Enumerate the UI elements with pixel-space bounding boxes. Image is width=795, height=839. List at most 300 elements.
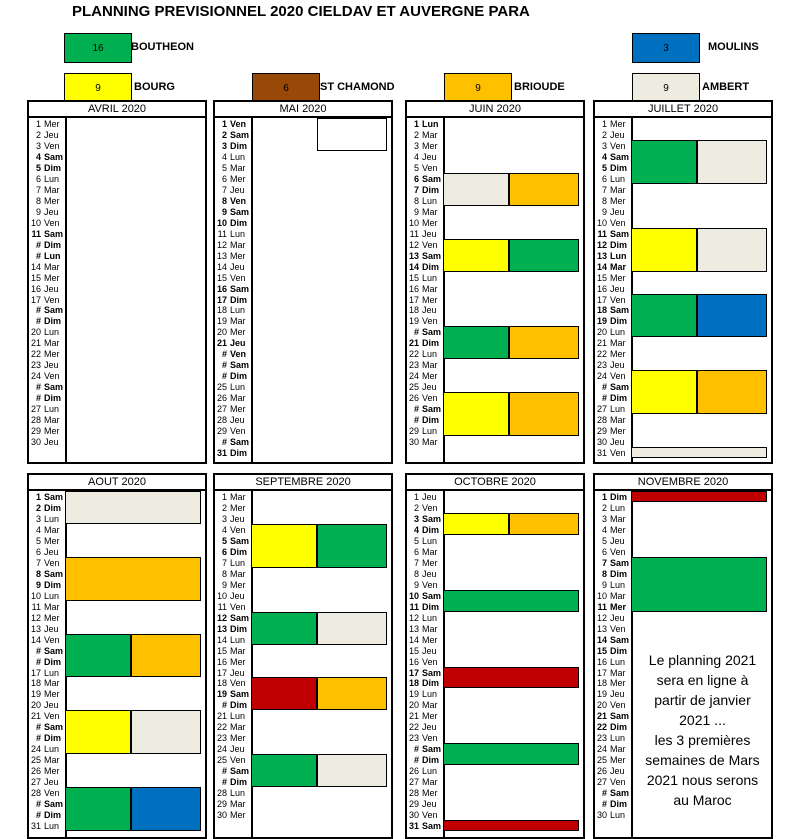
day-name: Sam bbox=[422, 821, 442, 832]
day-name: Mar bbox=[230, 393, 246, 404]
day-number: 30 bbox=[596, 810, 607, 821]
day-number: 9 bbox=[413, 206, 419, 217]
day-number: 5 bbox=[601, 162, 607, 173]
day-number: 5 bbox=[413, 535, 419, 546]
day-name: Mar bbox=[44, 678, 60, 689]
day-number: 27 bbox=[30, 404, 41, 415]
day-name: Dim bbox=[422, 261, 440, 272]
day-number: # bbox=[413, 755, 419, 766]
day-name: Jeu bbox=[422, 228, 437, 239]
day-number: 2 bbox=[413, 502, 419, 513]
day-number: # bbox=[413, 744, 419, 755]
day-number: 4 bbox=[35, 524, 41, 535]
day-number: 8 bbox=[35, 568, 41, 579]
day-number: 3 bbox=[35, 140, 41, 151]
day-name: Ven bbox=[44, 140, 60, 151]
month-panel bbox=[593, 100, 773, 464]
day-number: 15 bbox=[408, 272, 419, 283]
note-line: Le planning 2021 bbox=[648, 652, 757, 668]
day-name: Mar bbox=[422, 283, 438, 294]
day-number: 16 bbox=[596, 283, 607, 294]
day-name: Lun bbox=[230, 151, 246, 162]
day-name: Lun bbox=[610, 404, 626, 415]
day-number: 21 bbox=[596, 338, 607, 349]
day-number: 8 bbox=[601, 195, 607, 206]
day-number: 1 bbox=[221, 492, 227, 502]
day-number: 10 bbox=[408, 217, 419, 228]
day-name: Lun bbox=[230, 305, 246, 316]
day-number: # bbox=[221, 371, 227, 382]
month-header: AOUT 2020 bbox=[29, 475, 205, 491]
day-name: Mer bbox=[422, 217, 438, 228]
day-name: Lun bbox=[44, 513, 60, 524]
note-line: semaines de Mars bbox=[645, 752, 760, 768]
month-header: AVRIL 2020 bbox=[29, 102, 205, 118]
day-number: 16 bbox=[408, 656, 419, 667]
day-number: # bbox=[35, 799, 41, 810]
day-name: Jeu bbox=[610, 206, 625, 217]
day-name: Ven bbox=[610, 777, 626, 788]
event-block bbox=[251, 677, 317, 710]
day-name: Sam bbox=[44, 305, 64, 316]
day-name: Mer bbox=[610, 426, 626, 437]
day-number: 7 bbox=[413, 557, 419, 568]
day-number: 14 bbox=[596, 261, 607, 272]
day-name: Mar bbox=[230, 162, 246, 173]
day-name: Lun bbox=[44, 173, 60, 184]
day-name: Lun bbox=[230, 557, 246, 568]
day-name: Mer bbox=[610, 119, 626, 129]
event-block bbox=[131, 787, 201, 831]
day-number: 13 bbox=[596, 250, 607, 261]
event-block bbox=[631, 557, 767, 612]
day-number: 19 bbox=[596, 316, 607, 327]
day-name: Jeu bbox=[230, 744, 245, 755]
day-number: 26 bbox=[408, 766, 419, 777]
day-name: Dim bbox=[610, 722, 628, 733]
day-name: Dim bbox=[44, 579, 62, 590]
day-number: 10 bbox=[216, 217, 227, 228]
day-name: Sam bbox=[610, 557, 630, 568]
day-number: 11 bbox=[217, 601, 227, 612]
day-number: 27 bbox=[596, 404, 607, 415]
day-name: Lun bbox=[44, 250, 61, 261]
day-number: # bbox=[413, 327, 419, 338]
day-number: 21 bbox=[216, 711, 227, 722]
day-number: 4 bbox=[601, 524, 607, 535]
day-number: 9 bbox=[35, 579, 41, 590]
day-number: 18 bbox=[596, 678, 607, 689]
day-name: Sam bbox=[610, 382, 630, 393]
event-block bbox=[251, 612, 317, 645]
event-block bbox=[65, 787, 131, 831]
day-number: 24 bbox=[596, 744, 607, 755]
day-number: 7 bbox=[221, 557, 227, 568]
day-number: 4 bbox=[413, 151, 419, 162]
day-name: Jeu bbox=[422, 305, 437, 316]
day-number: 14 bbox=[408, 634, 419, 645]
day-name: Mer bbox=[44, 349, 60, 360]
day-name: Lun bbox=[610, 502, 626, 513]
event-block bbox=[509, 326, 579, 359]
day-name: Dim bbox=[44, 316, 62, 327]
legend-ambert bbox=[632, 73, 762, 103]
day-name: Mer bbox=[230, 502, 246, 513]
day-number: 10 bbox=[30, 590, 41, 601]
day-number: 6 bbox=[35, 546, 41, 557]
day-number: 22 bbox=[216, 722, 227, 733]
day-name: Mar bbox=[44, 338, 60, 349]
event-block bbox=[509, 513, 579, 535]
day-name: Mer bbox=[422, 294, 438, 305]
day-name: Lun bbox=[422, 349, 438, 360]
day-number: 1 bbox=[601, 492, 607, 502]
day-number: 17 bbox=[216, 294, 227, 305]
day-number: 22 bbox=[596, 349, 607, 360]
day-name: Sam bbox=[44, 151, 64, 162]
day-name: Ven bbox=[422, 502, 438, 513]
day-name: Mar bbox=[230, 722, 246, 733]
day-name: Mar bbox=[610, 261, 627, 272]
day-number: 8 bbox=[413, 195, 419, 206]
day-number: 27 bbox=[596, 777, 607, 788]
day-number: 16 bbox=[216, 656, 227, 667]
day-number: 18 bbox=[408, 678, 419, 689]
day-number: 4 bbox=[221, 524, 227, 535]
event-block bbox=[631, 370, 697, 414]
legend-st-chamond bbox=[252, 73, 402, 103]
day-number: 29 bbox=[216, 799, 227, 810]
legend-swatch bbox=[444, 73, 512, 103]
day-number: 17 bbox=[216, 667, 227, 678]
day-number: 8 bbox=[221, 195, 227, 206]
day-number: 29 bbox=[30, 426, 41, 437]
legend-count: 9 bbox=[95, 82, 101, 94]
month-header: NOVEMBRE 2020 bbox=[595, 475, 771, 491]
day-name: Lun bbox=[230, 788, 246, 799]
event-block bbox=[631, 140, 697, 184]
day-name: Mar bbox=[44, 184, 60, 195]
day-name: Lun bbox=[422, 272, 438, 283]
day-name: Jeu bbox=[422, 722, 437, 733]
day-name: Mar bbox=[610, 667, 626, 678]
day-number: 16 bbox=[30, 283, 41, 294]
day-number: 18 bbox=[216, 678, 227, 689]
day-name: Jeu bbox=[230, 513, 245, 524]
day-name: Mer bbox=[422, 371, 438, 382]
day-number: 20 bbox=[408, 700, 419, 711]
day-number: 13 bbox=[216, 623, 227, 634]
day-name: Dim bbox=[230, 700, 248, 711]
day-name: Mar bbox=[422, 546, 438, 557]
event-block bbox=[251, 524, 317, 568]
day-name: Jeu bbox=[44, 546, 59, 557]
day-name: Ven bbox=[44, 788, 60, 799]
day-number: 1 bbox=[35, 119, 41, 129]
day-name: Mer bbox=[422, 634, 438, 645]
day-number: 19 bbox=[30, 689, 41, 700]
day-name: Lun bbox=[422, 426, 438, 437]
month-panel bbox=[27, 100, 207, 464]
day-name: Mer bbox=[230, 327, 246, 338]
legend-label: BRIOUDE bbox=[514, 81, 565, 93]
day-number: 3 bbox=[601, 513, 607, 524]
month-panel bbox=[213, 473, 393, 839]
event-block bbox=[697, 294, 767, 338]
day-name: Lun bbox=[610, 810, 626, 821]
day-number: 3 bbox=[35, 513, 41, 524]
day-name: Ven bbox=[230, 524, 246, 535]
day-name: Mar bbox=[422, 360, 438, 371]
day-number: 26 bbox=[596, 766, 607, 777]
day-name: Mer bbox=[44, 195, 60, 206]
legend-label: AMBERT bbox=[702, 81, 750, 93]
day-number: # bbox=[601, 382, 607, 393]
day-name: Lun bbox=[422, 119, 439, 129]
day-number: 28 bbox=[30, 788, 41, 799]
day-name: Lun bbox=[610, 250, 627, 261]
day-number: 18 bbox=[596, 305, 607, 316]
day-name: Sam bbox=[44, 799, 64, 810]
day-number: 12 bbox=[408, 239, 419, 250]
day-name: Mar bbox=[44, 261, 60, 272]
day-number: 19 bbox=[216, 689, 227, 700]
day-number: 11 bbox=[409, 228, 419, 239]
day-name: Dim bbox=[44, 393, 62, 404]
day-name: Sam bbox=[422, 513, 442, 524]
day-name: Mar bbox=[44, 524, 60, 535]
day-name: Sam bbox=[230, 437, 250, 448]
day-name: Mar bbox=[422, 700, 438, 711]
day-name: Ven bbox=[610, 546, 626, 557]
day-name: Lun bbox=[422, 535, 438, 546]
day-number: # bbox=[221, 437, 227, 448]
day-number: 20 bbox=[596, 327, 607, 338]
day-number: 29 bbox=[408, 426, 419, 437]
day-number: 7 bbox=[601, 557, 607, 568]
day-number: 22 bbox=[596, 722, 607, 733]
day-name: Lun bbox=[230, 382, 246, 393]
day-number: # bbox=[221, 777, 227, 788]
day-number: 10 bbox=[596, 217, 607, 228]
day-name: Dim bbox=[230, 217, 248, 228]
day-name: Sam bbox=[230, 535, 250, 546]
legend-moulins bbox=[632, 33, 782, 63]
legend-brioude bbox=[444, 73, 574, 103]
day-number: 21 bbox=[30, 711, 41, 722]
legend-count: 16 bbox=[92, 42, 104, 54]
day-name: Lun bbox=[610, 579, 626, 590]
day-number: 23 bbox=[596, 360, 607, 371]
day-number: 10 bbox=[408, 590, 419, 601]
day-name: Lun bbox=[610, 733, 626, 744]
day-number: 27 bbox=[30, 777, 41, 788]
day-name: Dim bbox=[610, 393, 628, 404]
day-number: 22 bbox=[30, 349, 41, 360]
day-number: 31 bbox=[408, 821, 419, 832]
event-block bbox=[509, 239, 579, 272]
day-name: Lun bbox=[422, 689, 438, 700]
day-number: 21 bbox=[596, 711, 607, 722]
day-name: Jeu bbox=[44, 623, 59, 634]
day-number: # bbox=[35, 645, 41, 656]
day-name: Mar bbox=[230, 645, 246, 656]
day-name: Jeu bbox=[422, 645, 437, 656]
day-number: 14 bbox=[216, 261, 227, 272]
day-name: Mer bbox=[422, 557, 438, 568]
day-number: 9 bbox=[221, 579, 227, 590]
day-number: 7 bbox=[221, 184, 227, 195]
day-number: 12 bbox=[30, 612, 41, 623]
day-name: Mar bbox=[422, 437, 438, 448]
day-name: Jeu bbox=[422, 492, 437, 502]
day-number: 7 bbox=[35, 557, 41, 568]
day-number: 8 bbox=[413, 568, 419, 579]
day-name: Sam bbox=[44, 645, 64, 656]
day-number: 29 bbox=[408, 799, 419, 810]
day-number: 9 bbox=[601, 579, 607, 590]
day-name: Jeu bbox=[610, 535, 625, 546]
day-name: Mer bbox=[610, 755, 626, 766]
day-number: 4 bbox=[35, 151, 41, 162]
day-number: 6 bbox=[35, 173, 41, 184]
day-number: 12 bbox=[596, 239, 607, 250]
event-block bbox=[697, 370, 767, 414]
event-block bbox=[317, 612, 387, 645]
day-number: 18 bbox=[30, 678, 41, 689]
day-number: 13 bbox=[596, 623, 607, 634]
day-number: # bbox=[35, 250, 41, 261]
day-number: 2 bbox=[35, 129, 41, 140]
day-number: 13 bbox=[30, 623, 41, 634]
day-number: 10 bbox=[30, 217, 41, 228]
month-header: JUILLET 2020 bbox=[595, 102, 771, 118]
day-name: Dim bbox=[44, 162, 62, 173]
day-number: 27 bbox=[216, 404, 227, 415]
day-number: 28 bbox=[30, 415, 41, 426]
legend-count: 9 bbox=[663, 82, 669, 94]
day-number: 21 bbox=[216, 338, 227, 349]
day-name: Lun bbox=[44, 821, 60, 832]
day-name: Dim bbox=[230, 777, 248, 788]
day-name: Mer bbox=[230, 404, 246, 415]
legend-label: MOULINS bbox=[708, 41, 759, 53]
day-name: Sam bbox=[422, 744, 442, 755]
day-name: Dim bbox=[230, 623, 248, 634]
day-name: Ven bbox=[230, 426, 246, 437]
day-name: Mer bbox=[230, 173, 246, 184]
day-number: 12 bbox=[596, 612, 607, 623]
day-number: 15 bbox=[216, 272, 227, 283]
day-name: Sam bbox=[230, 206, 250, 217]
day-number: 17 bbox=[408, 294, 419, 305]
day-name: Dim bbox=[422, 338, 440, 349]
day-name: Mar bbox=[230, 568, 246, 579]
day-name: Lun bbox=[230, 228, 246, 239]
event-block bbox=[697, 228, 767, 272]
day-name: Sam bbox=[422, 250, 442, 261]
day-number: 27 bbox=[408, 777, 419, 788]
day-name: Mer bbox=[230, 579, 246, 590]
event-block bbox=[317, 677, 387, 710]
day-name: Jeu bbox=[610, 360, 625, 371]
event-block bbox=[443, 173, 509, 206]
day-number: 29 bbox=[216, 426, 227, 437]
day-name: Mar bbox=[610, 184, 626, 195]
event-block bbox=[443, 239, 509, 272]
day-name: Ven bbox=[44, 711, 60, 722]
day-name: Lun bbox=[422, 612, 438, 623]
day-number: 7 bbox=[601, 184, 607, 195]
day-number: # bbox=[601, 788, 607, 799]
day-number: # bbox=[413, 404, 419, 415]
day-number: # bbox=[221, 766, 227, 777]
note-line: partir de janvier bbox=[654, 692, 751, 708]
day-name: Dim bbox=[422, 524, 440, 535]
day-name: Sam bbox=[44, 228, 64, 239]
legend-swatch bbox=[252, 73, 320, 103]
day-name: Mar bbox=[422, 129, 438, 140]
day-number: 31 bbox=[216, 448, 227, 459]
day-name: Ven bbox=[230, 601, 246, 612]
day-name: Sam bbox=[422, 590, 442, 601]
day-number: 5 bbox=[601, 535, 607, 546]
event-block bbox=[443, 590, 579, 612]
day-number: 24 bbox=[30, 744, 41, 755]
day-number: 13 bbox=[408, 250, 419, 261]
event-block bbox=[509, 173, 579, 206]
day-number: 2 bbox=[601, 502, 607, 513]
day-number: 28 bbox=[596, 415, 607, 426]
day-name: Mer bbox=[230, 250, 246, 261]
day-name: Mer bbox=[422, 140, 438, 151]
day-number: 12 bbox=[408, 612, 419, 623]
day-name: Sam bbox=[610, 788, 630, 799]
day-name: Sam bbox=[44, 492, 64, 502]
day-name: Sam bbox=[230, 283, 250, 294]
day-name: Mer bbox=[230, 656, 246, 667]
event-block bbox=[65, 491, 201, 524]
day-name: Lun bbox=[44, 590, 60, 601]
day-name: Mar bbox=[230, 239, 246, 250]
page-title: PLANNING PREVISIONNEL 2020 CIELDAV ET AUVERGNE PARA bbox=[72, 3, 530, 20]
day-number: 21 bbox=[30, 338, 41, 349]
day-name: Lun bbox=[44, 404, 60, 415]
day-number: 5 bbox=[413, 162, 419, 173]
day-number: # bbox=[221, 700, 227, 711]
day-name: Dim bbox=[610, 316, 628, 327]
event-block bbox=[443, 392, 509, 436]
day-name: Mar bbox=[610, 590, 626, 601]
day-name: Ven bbox=[610, 623, 626, 634]
day-number: 11 bbox=[31, 601, 41, 612]
day-name: Sam bbox=[230, 129, 250, 140]
day-name: Jeu bbox=[610, 437, 625, 448]
day-number: 13 bbox=[216, 250, 227, 261]
day-number: 25 bbox=[30, 755, 41, 766]
day-number: # bbox=[601, 393, 607, 404]
day-number: 15 bbox=[30, 272, 41, 283]
legend-count: 3 bbox=[663, 42, 669, 54]
day-number: 4 bbox=[601, 151, 607, 162]
day-name: Dim bbox=[230, 140, 248, 151]
day-name: Lun bbox=[44, 667, 60, 678]
day-number: # bbox=[35, 656, 41, 667]
day-name: Mar bbox=[610, 744, 626, 755]
day-name: Jeu bbox=[422, 799, 437, 810]
day-name: Dim bbox=[230, 371, 248, 382]
day-name: Jeu bbox=[610, 612, 625, 623]
